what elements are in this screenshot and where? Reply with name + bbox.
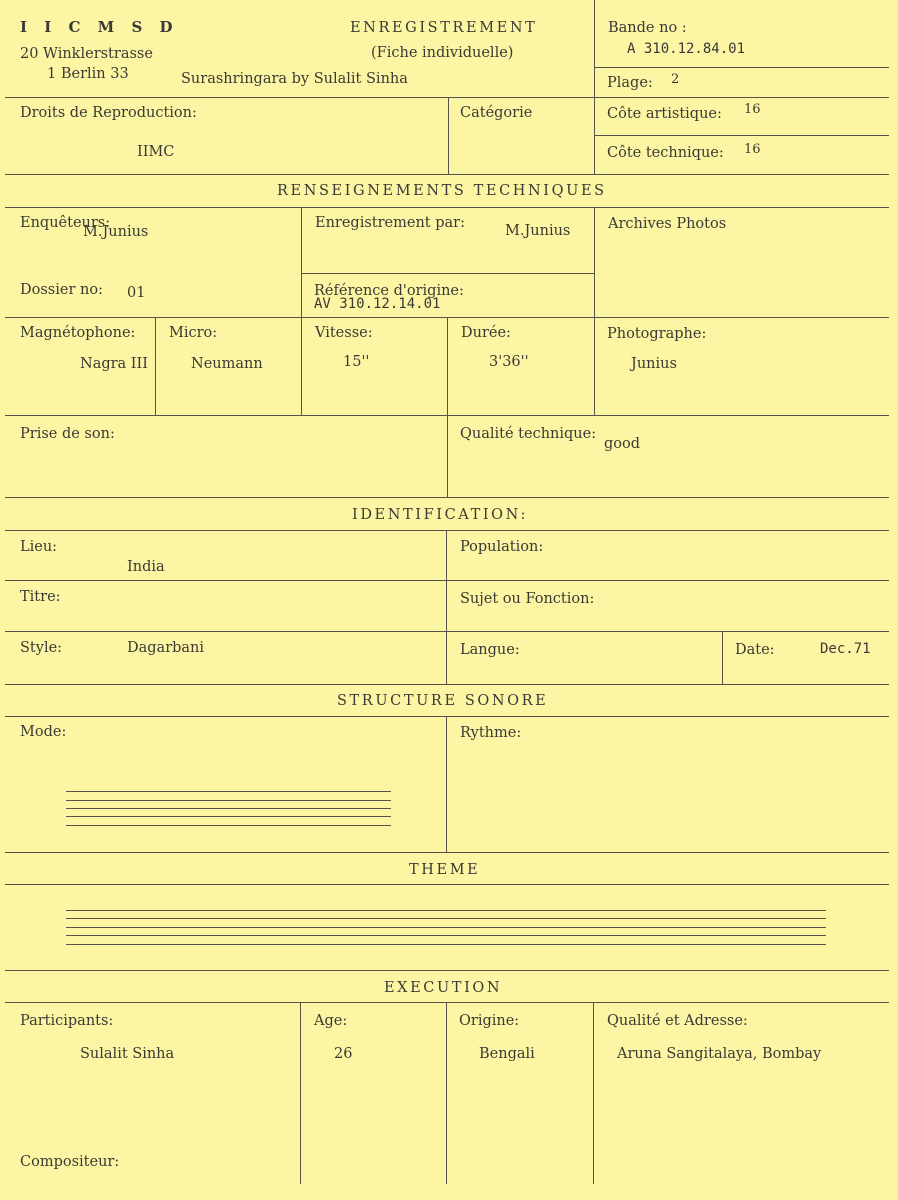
duree-label: Durée:	[461, 325, 511, 341]
address-line-2: 1 Berlin 33	[47, 66, 129, 82]
mode-label: Mode:	[20, 724, 67, 740]
rule	[5, 497, 889, 498]
participants-label: Participants:	[20, 1013, 114, 1029]
staff-line	[66, 791, 391, 792]
rule	[446, 1002, 447, 1184]
magnetophone-value: Nagra III	[80, 356, 148, 372]
lieu-label: Lieu:	[20, 539, 58, 555]
form-title: ENREGISTREMENT	[350, 20, 538, 36]
rule	[722, 631, 723, 684]
identification-heading: IDENTIFICATION:	[352, 507, 528, 523]
technical-heading: RENSEIGNEMENTS TECHNIQUES	[277, 183, 607, 199]
qualite-technique-value: good	[604, 436, 641, 452]
dossier-value: 01	[127, 285, 146, 301]
execution-heading: EXECUTION	[384, 980, 503, 996]
qualite-adresse-label: Qualité et Adresse:	[607, 1013, 748, 1029]
recording-title: Surashringara by Sulalit Sinha	[181, 71, 408, 87]
staff-line	[66, 944, 826, 945]
style-label: Style:	[20, 640, 63, 656]
rule	[300, 1002, 301, 1184]
dossier-label: Dossier no:	[20, 282, 103, 298]
staff-line	[66, 816, 391, 817]
rule	[594, 0, 595, 174]
age-value: 26	[334, 1046, 353, 1062]
rule	[5, 684, 889, 685]
form-subtitle: (Fiche individuelle)	[371, 45, 514, 61]
reference-label: Référence d'origine:	[314, 283, 464, 299]
magnetophone-label: Magnétophone:	[20, 325, 136, 341]
rythme-label: Rythme:	[460, 725, 522, 741]
archives-label: Archives Photos	[608, 216, 727, 232]
staff-line	[66, 935, 826, 936]
qualite-adresse-value: Aruna Sangitalaya, Bombay	[617, 1046, 822, 1062]
rule	[446, 530, 447, 684]
institute-logo: I I C M S D	[20, 18, 179, 36]
origine-value: Bengali	[479, 1046, 535, 1062]
cote-technique-value: 16	[744, 142, 761, 157]
photographe-label: Photographe:	[607, 326, 707, 342]
compositeur-label: Compositeur:	[20, 1154, 120, 1170]
address-line-1: 20 Winklerstrasse	[20, 46, 153, 62]
prise-de-son-label: Prise de son:	[20, 426, 115, 442]
qualite-technique-label: Qualité technique:	[460, 426, 597, 442]
date-label: Date:	[735, 642, 775, 658]
participants-value: Sulalit Sinha	[80, 1046, 175, 1062]
staff-line	[66, 825, 391, 826]
vitesse-label: Vitesse:	[315, 325, 373, 341]
rule	[448, 97, 449, 174]
staff-line	[66, 800, 391, 801]
structure-heading: STRUCTURE SONORE	[337, 693, 549, 709]
origine-label: Origine:	[459, 1013, 520, 1029]
cote-artistique-value: 16	[744, 102, 761, 117]
photographe-value: Junius	[631, 356, 677, 372]
rule	[593, 1002, 594, 1184]
rule	[5, 884, 889, 885]
micro-label: Micro:	[169, 325, 218, 341]
bande-label: Bande no :	[608, 20, 687, 36]
staff-line	[66, 910, 826, 911]
rule	[302, 273, 594, 274]
droits-label: Droits de Reproduction:	[20, 105, 197, 121]
rule	[5, 852, 889, 853]
staff-line	[66, 808, 391, 809]
lieu-value: India	[127, 559, 165, 575]
date-value: Dec.71	[820, 641, 871, 657]
staff-line	[66, 927, 826, 928]
langue-label: Langue:	[460, 642, 520, 658]
rule	[301, 207, 302, 415]
rule	[595, 135, 889, 136]
plage-label: Plage:	[607, 75, 653, 91]
rule	[5, 207, 889, 208]
staff-line	[66, 918, 826, 919]
population-label: Population:	[460, 539, 544, 555]
plage-value: 2	[671, 72, 680, 87]
droits-value: IIMC	[137, 144, 175, 160]
rule	[446, 716, 447, 852]
vitesse-value: 15''	[343, 354, 370, 370]
rule	[594, 207, 595, 415]
duree-value: 3'36''	[489, 354, 529, 370]
titre-label: Titre:	[20, 589, 61, 605]
rule	[447, 317, 448, 497]
rule	[155, 317, 156, 415]
style-value: Dagarbani	[127, 640, 205, 656]
theme-heading: THEME	[409, 862, 481, 878]
enqueteurs-label: Enquêteurs:	[20, 215, 111, 231]
enregistrement-value: M.Junius	[505, 223, 571, 239]
micro-value: Neumann	[191, 356, 263, 372]
enregistrement-label: Enregistrement par:	[315, 215, 465, 231]
age-label: Age:	[314, 1013, 348, 1029]
cote-technique-label: Côte technique:	[607, 145, 724, 161]
bande-value: A 310.12.84.01	[627, 41, 746, 57]
rule	[5, 970, 889, 971]
reference-value: AV 310.12.14.01	[314, 296, 441, 312]
cote-artistique-label: Côte artistique:	[607, 106, 722, 122]
sujet-label: Sujet ou Fonction:	[460, 591, 595, 607]
rule	[5, 174, 889, 175]
rule	[5, 97, 889, 98]
enqueteurs-value: M.Junius	[83, 224, 149, 240]
rule	[595, 67, 889, 68]
categorie-label: Catégorie	[460, 105, 533, 121]
